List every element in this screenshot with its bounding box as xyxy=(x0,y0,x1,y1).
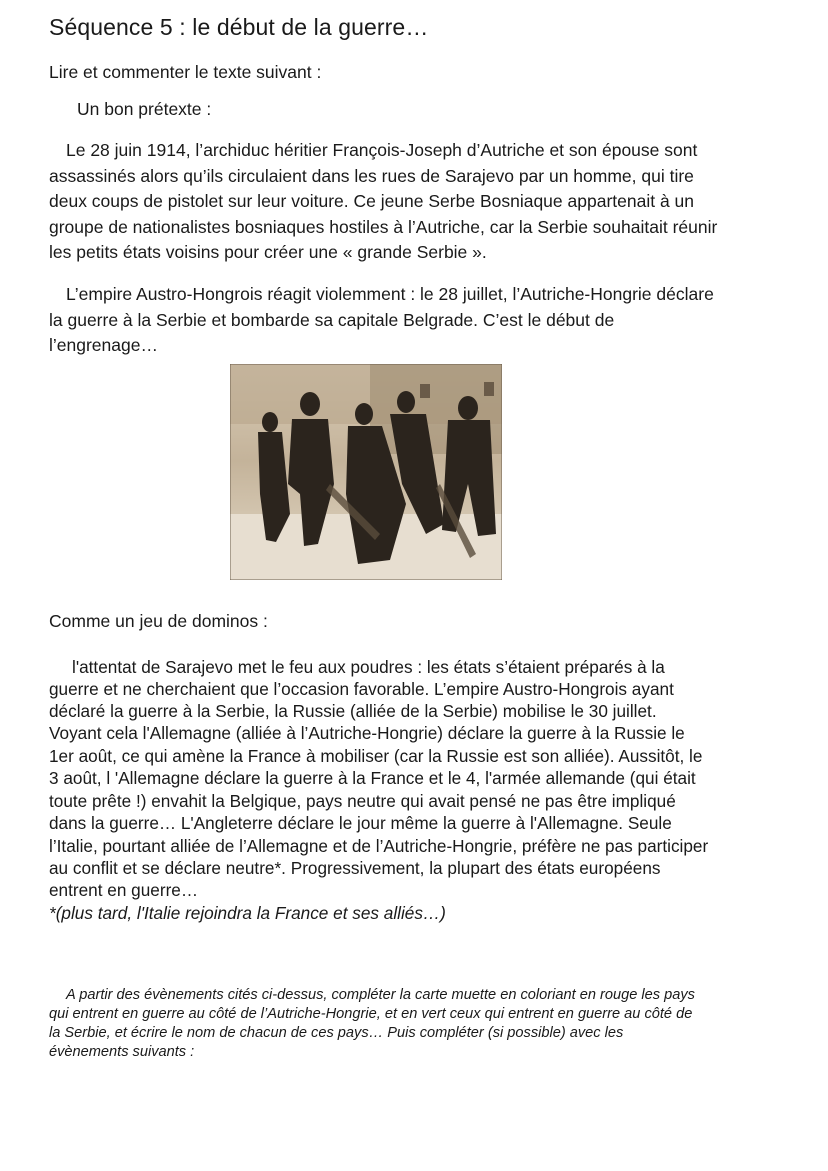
para1-line: Le 28 juin 1914, l’archiduc héritier François-Joseph d’Autriche et son épouse sont xyxy=(66,140,698,160)
para3-line: Voyant cela l'Allemagne (alliée à l’Autriche-Hongrie) déclare la guerre à la Russie le xyxy=(49,723,685,743)
exercise-line: évènements suivants : xyxy=(49,1044,195,1060)
para3-line: 1er août, ce qui amène la France à mobiliser (car la Russie est son alliée). Aussitôt, le xyxy=(49,746,703,766)
para3-line: l'attentat de Sarajevo met le feu aux poudres : les états s’étaient préparés à la xyxy=(72,657,665,677)
exercise-line: la Serbie, et écrire le nom de chacun de ces pays… Puis compléter (si possible) avec les xyxy=(49,1025,624,1041)
footnote: *(plus tard, l'Italie rejoindra la France et ses alliés…) xyxy=(49,903,446,923)
para3-line: au conflit et se déclare neutre*. Progressivement, la plupart des états européens xyxy=(49,858,661,878)
page-title: Séquence 5 : le début de la guerre… xyxy=(49,14,429,40)
para3-line: 3 août, l 'Allemagne déclare la guerre à la France et le 4, l'armée allemande (qui était xyxy=(49,768,696,788)
sarajevo-photo xyxy=(230,364,502,580)
para2-line: l’engrenage… xyxy=(49,335,158,355)
para3-line: toute prête !) envahit la Belgique, pays neutre qui avait pensé ne pas être impliqué xyxy=(49,791,676,811)
para2-line: la guerre à la Serbie et bombarde sa capitale Belgrade. C’est le début de xyxy=(49,310,615,330)
para3-line: dans la guerre… L'Angleterre déclare le jour même la guerre à l'Allemagne. Seule xyxy=(49,813,672,833)
para1-line: deux coups de pistolet sur leur voiture. Ce jeune Serbe Bosniaque appartenait à un xyxy=(49,191,695,211)
para1-line: assassinés alors qu’ils circulaient dans les rues de Sarajevo par un homme, qui tire xyxy=(49,166,694,186)
exercise-line: A partir des évènements cités ci-dessus, compléter la carte muette en coloriant en rouge les pays xyxy=(66,987,695,1003)
para2-line: L’empire Austro-Hongrois réagit violemment : le 28 juillet, l’Autriche-Hongrie déclare xyxy=(66,284,714,304)
para1-line: groupe de nationalistes bosniaques hostiles à l’Autriche, car la Serbie souhaitait réunir xyxy=(49,217,718,237)
para1-line: les petits états voisins pour créer une « grande Serbie ». xyxy=(49,242,487,262)
para3-line: l’Italie, pourtant alliée de l’Allemagne et de l’Autriche-Hongrie, préfère ne pas participer xyxy=(49,836,709,856)
para3-line: guerre et ne cherchaient que l’occasion favorable. L’empire Austro-Hongrois ayant xyxy=(49,679,674,699)
exercise-line: qui entrent en guerre au côté de l’Autriche-Hongrie, et en vert ceux qui entrent en guerre au côté de xyxy=(49,1006,693,1022)
sarajevo-photo-graphic xyxy=(230,364,502,580)
instruction: Lire et commenter le texte suivant : xyxy=(49,62,322,82)
section2-heading: Comme un jeu de dominos : xyxy=(49,611,268,631)
para3-line: déclaré la guerre à la Serbie, la Russie (alliée de la Serbie) mobilise le 30 juillet. xyxy=(49,701,657,721)
section1-heading: Un bon prétexte : xyxy=(77,99,212,119)
para3-line: entrent en guerre… xyxy=(49,880,199,900)
